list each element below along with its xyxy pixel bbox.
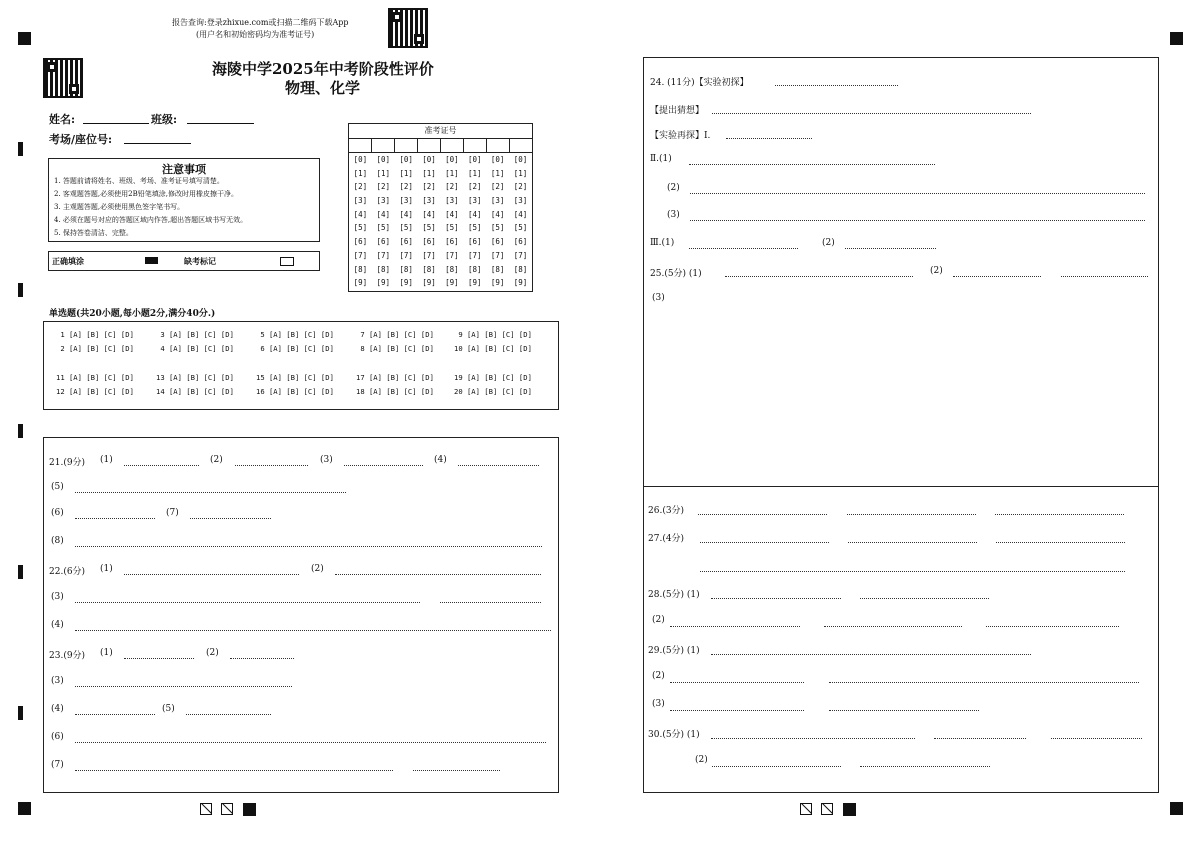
q29-part2-line-a[interactable] xyxy=(670,682,804,683)
q26-line-b[interactable] xyxy=(847,514,976,515)
room-seat-field[interactable] xyxy=(124,143,191,144)
notes-item: 3. 主观题答题,必须使用黑色签字笔书写。 xyxy=(54,203,185,211)
q27-line-c[interactable] xyxy=(996,542,1125,543)
q21-part8-label: (8) xyxy=(51,536,64,546)
q21-part3-label: (3) xyxy=(320,455,333,465)
mcq-title: 单选题(共20小题,每小题2分,满分40分.) xyxy=(49,309,216,319)
admission-digit-cell[interactable] xyxy=(372,138,395,152)
admission-digit-bubble[interactable]: [9] xyxy=(445,278,459,288)
q21-part5-line[interactable] xyxy=(75,492,346,493)
admission-digit-cell[interactable] xyxy=(418,138,441,152)
admission-digit-bubble[interactable]: [8] xyxy=(513,264,528,274)
mcq-answer-box xyxy=(43,321,559,410)
admission-digit-bubble[interactable]: [4] xyxy=(445,209,459,219)
admission-digit-bubble[interactable]: [0] xyxy=(445,155,459,164)
admission-digit-bubble[interactable]: [2] xyxy=(490,182,505,192)
admission-digit-bubble[interactable]: [8] xyxy=(353,264,368,274)
admission-digit-bubble[interactable]: [6] xyxy=(445,237,459,247)
correct-fill-label: 正确填涂 xyxy=(52,256,84,266)
admission-digit-bubble[interactable]: [4] xyxy=(353,209,368,219)
admission-digit-bubble[interactable]: [2] xyxy=(468,182,482,192)
exam-subtitle: 物理、化学 xyxy=(285,79,361,97)
admission-digit-bubble[interactable]: [8] xyxy=(490,264,505,274)
q21-label: 21.(9分) xyxy=(49,458,86,468)
q27-line-b[interactable] xyxy=(848,542,977,543)
class-field[interactable] xyxy=(187,123,254,124)
q30-part2-line-b[interactable] xyxy=(860,766,990,767)
q28-part1-line-b[interactable] xyxy=(860,598,989,599)
mcq-question-options[interactable]: 18 [A] [B] [C] [D] xyxy=(356,387,434,396)
q24-ii2-line[interactable] xyxy=(690,193,1145,194)
notes-item: 5. 保持答卷清洁、完整。 xyxy=(54,229,133,237)
notes-item: 4. 必须在题号对应的答题区域内作答,超出答题区域书写无效。 xyxy=(54,216,248,224)
q24-ii3-line[interactable] xyxy=(690,220,1145,221)
q27-line-a[interactable] xyxy=(700,542,829,543)
admission-digit-bubble[interactable]: [3] xyxy=(399,196,413,206)
q28-part2-line-b[interactable] xyxy=(824,626,962,627)
q23-part5-line[interactable] xyxy=(186,714,271,715)
timing-mark xyxy=(18,565,23,579)
admission-digit-bubble[interactable]: [2] xyxy=(376,182,391,192)
admission-digit-bubble[interactable]: [3] xyxy=(422,196,436,206)
q25-part2-label: (2) xyxy=(930,266,943,276)
q24-iii1-label: Ⅲ.(1) xyxy=(650,238,675,248)
q23-part2-line[interactable] xyxy=(230,658,294,659)
admission-digit-column xyxy=(486,153,509,290)
q22-part3-line-a[interactable] xyxy=(75,602,420,603)
mcq-question-options[interactable]: 13 [A] [B] [C] [D] xyxy=(156,373,234,382)
admission-digit-bubble[interactable]: [7] xyxy=(353,250,368,260)
q28-part2-label: (2) xyxy=(652,615,665,625)
page-code-mark xyxy=(243,803,256,816)
admission-digit-bubble[interactable]: [2] xyxy=(445,182,459,192)
q23-part1-label: (1) xyxy=(100,648,113,658)
q22-part1-label: (1) xyxy=(100,564,113,574)
admission-digit-bubble[interactable]: [6] xyxy=(422,237,436,247)
admission-digit-bubble[interactable]: [0] xyxy=(490,155,505,164)
admission-digit-bubble[interactable]: [9] xyxy=(513,278,528,288)
admission-digit-bubble[interactable]: [4] xyxy=(468,209,482,219)
admission-digit-bubble[interactable]: [3] xyxy=(353,196,368,206)
admission-digit-bubble[interactable]: [7] xyxy=(490,250,505,260)
q21-part3-line[interactable] xyxy=(344,465,423,466)
admission-digit-bubble[interactable]: [0] xyxy=(468,155,482,164)
mcq-question-options[interactable]: 6 [A] [B] [C] [D] xyxy=(256,344,334,353)
q24-ii3-label: (3) xyxy=(667,210,680,220)
admission-digit-bubble[interactable]: [7] xyxy=(399,250,413,260)
q21-part1-label: (1) xyxy=(100,455,113,465)
admission-digit-bubble[interactable]: [2] xyxy=(399,182,413,192)
notes-title: 注意事项 xyxy=(162,163,206,176)
q28-label: 28.(5分) (1) xyxy=(648,590,700,600)
section-divider xyxy=(643,486,1159,487)
q21-part6-label: (6) xyxy=(51,508,64,518)
admission-digit-bubble[interactable]: [1] xyxy=(513,168,528,178)
admission-digit-bubble[interactable]: [5] xyxy=(445,223,459,233)
q30-part1-line-a[interactable] xyxy=(711,738,915,739)
q26-line-c[interactable] xyxy=(995,514,1124,515)
admission-digit-bubble[interactable]: [1] xyxy=(445,168,459,178)
class-label: 班级: xyxy=(151,113,178,126)
q23-part7-label: (7) xyxy=(51,760,64,770)
q23-part1-line[interactable] xyxy=(124,658,194,659)
admission-digit-cell[interactable] xyxy=(395,138,418,152)
q30-part2-label: (2) xyxy=(695,755,708,765)
page-code-mark xyxy=(843,803,856,816)
q26-line-a[interactable] xyxy=(698,514,827,515)
admission-digit-bubble[interactable]: [5] xyxy=(490,223,505,233)
admission-digit-bubble[interactable]: [7] xyxy=(445,250,459,260)
admission-digit-bubble[interactable]: [8] xyxy=(376,264,391,274)
admission-digit-bubble[interactable]: [1] xyxy=(353,168,368,178)
admission-digit-column xyxy=(372,153,395,290)
q29-part1-line[interactable] xyxy=(711,654,1031,655)
q21-part4-label: (4) xyxy=(434,455,447,465)
timing-mark xyxy=(18,706,23,720)
q21-part2-label: (2) xyxy=(210,455,223,465)
q23-part7-line-b[interactable] xyxy=(413,770,500,771)
q25-part3-label: (3) xyxy=(652,293,665,303)
q24-again-line[interactable] xyxy=(726,138,812,139)
admission-digit-bubble[interactable]: [6] xyxy=(399,237,413,247)
timing-mark xyxy=(18,142,23,156)
q30-part1-line-b[interactable] xyxy=(934,738,1026,739)
admission-digit-cell[interactable] xyxy=(464,138,487,152)
q23-part6-line[interactable] xyxy=(75,742,546,743)
admission-digit-bubble[interactable]: [1] xyxy=(468,168,482,178)
admission-digit-bubble[interactable]: [8] xyxy=(445,264,459,274)
admission-digit-bubble[interactable]: [4] xyxy=(422,209,436,219)
mcq-question-options[interactable]: 17 [A] [B] [C] [D] xyxy=(356,373,434,382)
admission-digit-bubble[interactable]: [3] xyxy=(513,196,528,206)
admission-digit-bubble[interactable]: [4] xyxy=(490,209,505,219)
admission-digit-bubble[interactable]: [9] xyxy=(399,278,413,288)
q21-part2-line[interactable] xyxy=(235,465,308,466)
admission-digit-bubble[interactable]: [3] xyxy=(468,196,482,206)
q23-part3-line[interactable] xyxy=(75,686,292,687)
admission-digit-bubble[interactable]: [8] xyxy=(468,264,482,274)
q24-ii1-label: Ⅱ.(1) xyxy=(650,154,672,164)
absent-mark-checkbox[interactable] xyxy=(280,257,294,266)
admission-digit-bubble[interactable]: [6] xyxy=(513,237,528,247)
mcq-question-options[interactable]: 11 [A] [B] [C] [D] xyxy=(56,373,134,382)
q21-part7-label: (7) xyxy=(166,508,179,518)
admission-digit-bubble[interactable]: [9] xyxy=(468,278,482,288)
mcq-question-options[interactable]: 8 [A] [B] [C] [D] xyxy=(356,344,434,353)
q22-part4-line[interactable] xyxy=(75,630,551,631)
admission-digit-bubble[interactable]: [5] xyxy=(513,223,528,233)
admission-digit-bubble[interactable]: [4] xyxy=(399,209,413,219)
mcq-question-options[interactable]: 3 [A] [B] [C] [D] xyxy=(156,330,234,339)
admission-digit-bubble[interactable]: [8] xyxy=(422,264,436,274)
q24-label: 24. (11分)【实验初探】 xyxy=(650,78,749,88)
name-field[interactable] xyxy=(83,123,149,124)
q26-label: 26.(3分) xyxy=(648,506,685,516)
q22-part3-label: (3) xyxy=(51,592,64,602)
admission-digit-column xyxy=(349,153,372,290)
mcq-question-options[interactable]: 4 [A] [B] [C] [D] xyxy=(156,344,234,353)
admission-digit-bubble[interactable]: [9] xyxy=(490,278,505,288)
timing-mark xyxy=(18,424,23,438)
page-code-mark xyxy=(821,803,833,815)
admission-digit-bubble[interactable]: [2] xyxy=(513,182,528,192)
admission-digit-bubble[interactable]: [4] xyxy=(513,209,528,219)
admission-digit-bubble[interactable]: [3] xyxy=(376,196,391,206)
q21-part4-line[interactable] xyxy=(458,465,539,466)
mcq-question-options[interactable]: 2 [A] [B] [C] [D] xyxy=(56,344,134,353)
subjective-answer-box-left xyxy=(43,437,559,793)
admission-digit-bubble[interactable]: [1] xyxy=(399,168,413,178)
admission-digit-cell[interactable] xyxy=(487,138,510,152)
q28-part1-line-a[interactable] xyxy=(711,598,841,599)
q25-part2-line-a[interactable] xyxy=(953,276,1041,277)
q29-part3-line-a[interactable] xyxy=(670,710,804,711)
q22-part2-line[interactable] xyxy=(335,574,541,575)
admission-digit-bubble[interactable]: [0] xyxy=(376,155,391,164)
q30-part1-line-c[interactable] xyxy=(1051,738,1142,739)
q25-label: 25.(5分) (1) xyxy=(650,269,702,279)
notes-item: 1. 答题前请将姓名、班级、考场、准考证号填写清楚。 xyxy=(54,177,224,185)
admission-digit-bubble[interactable]: [7] xyxy=(513,250,528,260)
q22-part1-line[interactable] xyxy=(124,574,299,575)
q22-part3-line-b[interactable] xyxy=(440,602,541,603)
q29-part3-line-b[interactable] xyxy=(829,710,979,711)
admission-digit-column xyxy=(441,153,464,290)
password-notice: (用户名和初始密码均为准考证号) xyxy=(196,30,315,39)
admission-digit-cell[interactable] xyxy=(510,138,532,152)
admission-digit-bubble[interactable]: [5] xyxy=(399,223,413,233)
q25-part1-line[interactable] xyxy=(725,276,913,277)
mcq-question-options[interactable]: 16 [A] [B] [C] [D] xyxy=(256,387,334,396)
admission-digit-bubble[interactable]: [5] xyxy=(376,223,391,233)
admission-digit-bubble[interactable]: [0] xyxy=(422,155,436,164)
notes-box xyxy=(48,158,320,242)
admission-digit-bubble[interactable]: [0] xyxy=(353,155,368,164)
page-code-mark xyxy=(800,803,812,815)
q23-part5-label: (5) xyxy=(162,704,175,714)
admission-digit-bubble[interactable]: [3] xyxy=(445,196,459,206)
admission-digit-bubble[interactable]: [6] xyxy=(468,237,482,247)
admission-digit-column xyxy=(509,153,532,290)
q24-hypothesis-line[interactable] xyxy=(712,113,1031,114)
q30-part2-line-a[interactable] xyxy=(712,766,841,767)
correct-fill-sample xyxy=(145,257,158,264)
admission-digit-bubble[interactable]: [0] xyxy=(399,155,413,164)
q27-label: 27.(4分) xyxy=(648,534,685,544)
q21-part7-line[interactable] xyxy=(190,518,271,519)
report-query-notice: 报告查询:登录zhixue.com或扫描二维码下载App xyxy=(172,18,349,27)
q29-label: 29.(5分) (1) xyxy=(648,646,700,656)
q29-part3-label: (3) xyxy=(652,699,665,709)
admission-digit-bubble[interactable]: [9] xyxy=(422,278,436,288)
mcq-question-options[interactable]: 7 [A] [B] [C] [D] xyxy=(356,330,434,339)
admission-number-title: 准考证号 xyxy=(349,124,532,139)
q24-ii2-label: (2) xyxy=(667,183,680,193)
q27-line-d[interactable] xyxy=(700,571,1125,572)
q23-part7-line-a[interactable] xyxy=(75,770,393,771)
admission-digit-cell[interactable] xyxy=(441,138,464,152)
qr-code-icon xyxy=(43,58,83,98)
admission-digit-column xyxy=(463,153,486,290)
q22-label: 22.(6分) xyxy=(49,567,86,577)
q29-part2-label: (2) xyxy=(652,671,665,681)
admission-digit-bubble[interactable]: [6] xyxy=(353,237,368,247)
admission-digit-cell[interactable] xyxy=(349,138,372,152)
admission-digit-bubble[interactable]: [8] xyxy=(399,264,413,274)
mcq-question-options[interactable]: 14 [A] [B] [C] [D] xyxy=(156,387,234,396)
q21-part1-line[interactable] xyxy=(124,465,199,466)
admission-number-box xyxy=(348,123,533,292)
admission-digit-bubble[interactable]: [5] xyxy=(353,223,368,233)
mcq-question-options[interactable]: 5 [A] [B] [C] [D] xyxy=(256,330,334,339)
admission-digit-column xyxy=(418,153,441,290)
admission-digit-bubble[interactable]: [5] xyxy=(468,223,482,233)
admission-digit-bubble[interactable]: [3] xyxy=(490,196,505,206)
q21-part5-label: (5) xyxy=(51,482,64,492)
room-seat-label: 考场/座位号: xyxy=(49,133,113,146)
q24-ii1-line[interactable] xyxy=(689,164,935,165)
q24-iii2-label: (2) xyxy=(822,238,835,248)
mcq-question-options[interactable]: 9 [A] [B] [C] [D] xyxy=(454,330,532,339)
q29-part2-line-b[interactable] xyxy=(829,682,1139,683)
fill-legend-box xyxy=(48,251,320,271)
registration-mark-top-right xyxy=(1170,32,1183,45)
absent-mark-label: 缺考标记 xyxy=(184,256,216,266)
q23-part3-label: (3) xyxy=(51,676,64,686)
admission-digit-bubble[interactable]: [9] xyxy=(353,278,368,288)
q23-part6-label: (6) xyxy=(51,732,64,742)
q28-part2-line-a[interactable] xyxy=(670,626,800,627)
mcq-question-options[interactable]: 1 [A] [B] [C] [D] xyxy=(56,330,134,339)
admission-digit-bubble[interactable]: [5] xyxy=(422,223,436,233)
page-code-mark xyxy=(221,803,233,815)
mcq-question-options[interactable]: 15 [A] [B] [C] [D] xyxy=(256,373,334,382)
admission-digit-columns xyxy=(349,153,532,290)
mcq-question-options[interactable]: 10 [A] [B] [C] [D] xyxy=(454,344,532,353)
q22-part2-label: (2) xyxy=(311,564,324,574)
admission-digit-bubble[interactable]: [2] xyxy=(422,182,436,192)
q23-label: 23.(9分) xyxy=(49,651,86,661)
q21-part6-line[interactable] xyxy=(75,518,155,519)
admission-digit-bubble[interactable]: [6] xyxy=(376,237,391,247)
qr-code-icon xyxy=(388,8,428,48)
admission-digit-bubble[interactable]: [9] xyxy=(376,278,391,288)
mcq-question-options[interactable]: 12 [A] [B] [C] [D] xyxy=(56,387,134,396)
admission-digit-bubble[interactable]: [1] xyxy=(490,168,505,178)
q23-part2-label: (2) xyxy=(206,648,219,658)
q24-initial-line[interactable] xyxy=(775,85,898,86)
admission-digit-bubble[interactable]: [1] xyxy=(422,168,436,178)
admission-digit-column xyxy=(395,153,418,290)
admission-digit-bubble[interactable]: [0] xyxy=(513,155,528,164)
q24-hypothesis-label: 【提出猜想】 xyxy=(650,106,705,116)
q23-part4-label: (4) xyxy=(51,704,64,714)
admission-digit-bubble[interactable]: [4] xyxy=(376,209,391,219)
q22-part4-label: (4) xyxy=(51,620,64,630)
registration-mark-bottom-left xyxy=(18,802,31,815)
q25-part2-line-b[interactable] xyxy=(1061,276,1148,277)
q28-part2-line-c[interactable] xyxy=(986,626,1119,627)
q24-iii1-line[interactable] xyxy=(689,248,798,249)
admission-digit-bubble[interactable]: [7] xyxy=(468,250,482,260)
admission-digit-entry-row xyxy=(349,138,532,153)
admission-digit-bubble[interactable]: [6] xyxy=(490,237,505,247)
q23-part4-line[interactable] xyxy=(75,714,155,715)
mcq-question-options[interactable]: 19 [A] [B] [C] [D] xyxy=(454,373,532,382)
q30-label: 30.(5分) (1) xyxy=(648,730,700,740)
page-code-mark xyxy=(200,803,212,815)
mcq-question-options[interactable]: 20 [A] [B] [C] [D] xyxy=(454,387,532,396)
registration-mark-bottom-right xyxy=(1170,802,1183,815)
exam-title: 海陵中学2025年中考阶段性评价 xyxy=(212,60,434,78)
admission-digit-bubble[interactable]: [1] xyxy=(376,168,391,178)
name-label: 姓名: xyxy=(49,113,76,126)
q24-again-label: 【实验再探】Ⅰ. xyxy=(650,131,711,141)
admission-digit-bubble[interactable]: [7] xyxy=(422,250,436,260)
q24-iii2-line[interactable] xyxy=(845,248,936,249)
admission-digit-bubble[interactable]: [2] xyxy=(353,182,368,192)
notes-item: 2. 客观题答题,必须使用2B铅笔填涂,修改时用橡皮擦干净。 xyxy=(54,190,238,198)
admission-digit-bubble[interactable]: [7] xyxy=(376,250,391,260)
timing-mark xyxy=(18,283,23,297)
registration-mark-top-left xyxy=(18,32,31,45)
q21-part8-line[interactable] xyxy=(75,546,542,547)
